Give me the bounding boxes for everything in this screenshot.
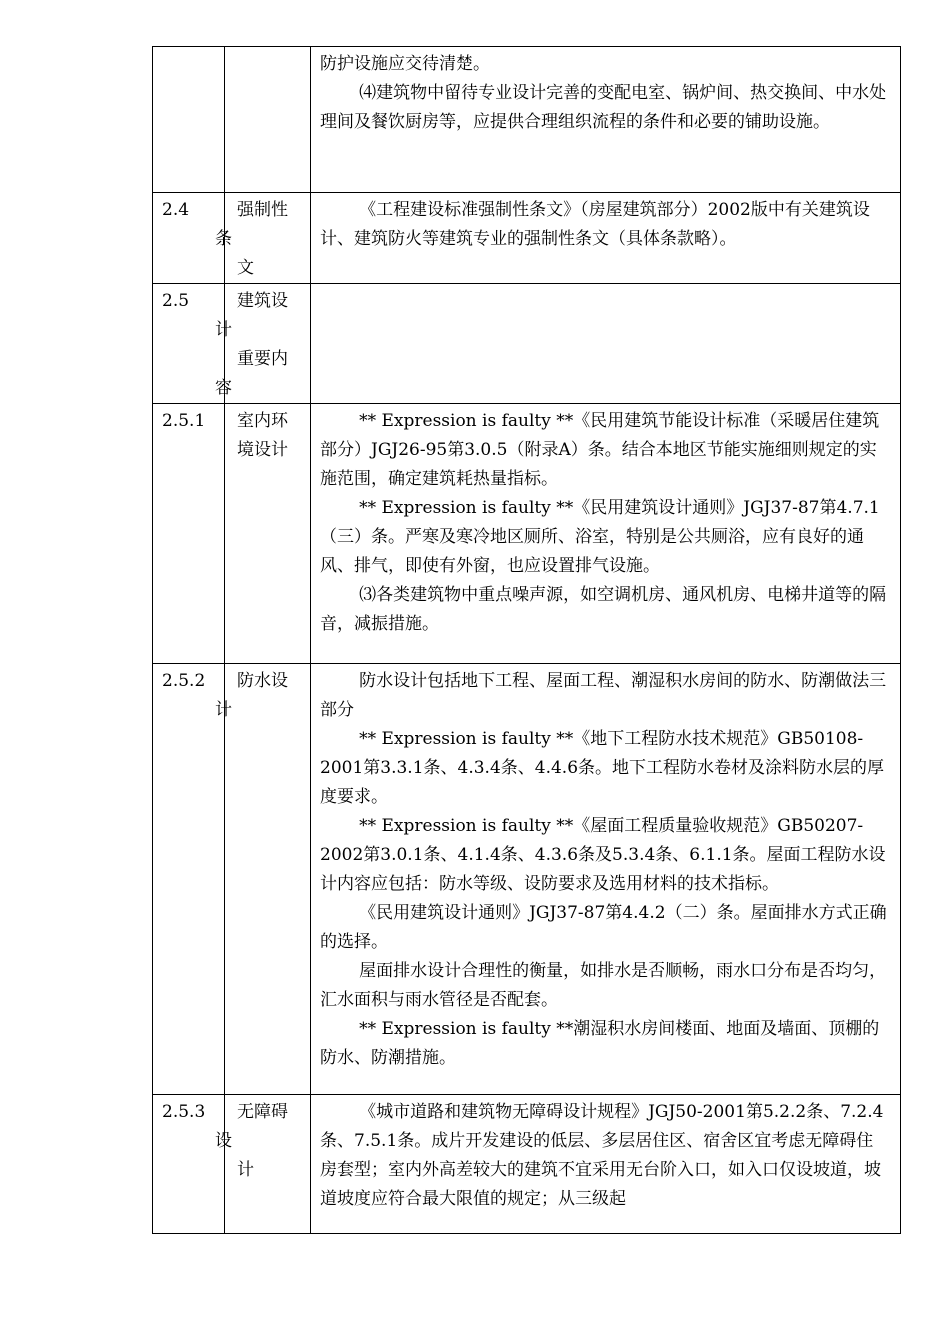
table-row <box>153 284 901 404</box>
row-number: 2.5.1 <box>153 404 225 664</box>
paragraph: 屋面排水设计合理性的衡量，如排水是否顺畅，雨水口分布是否均匀，汇水面积与雨水管径是否配套。 <box>320 961 887 1010</box>
name-line: 防水设 <box>237 671 288 691</box>
row-content <box>311 193 901 284</box>
row-name <box>215 1095 311 1234</box>
name-line: 强制性 <box>237 200 288 220</box>
row-name <box>225 47 311 193</box>
row-number <box>153 47 225 193</box>
row-content <box>311 284 901 404</box>
row-number: 2.5 <box>153 284 225 404</box>
paragraph: 《城市道路和建筑物无障碍设计规程》JGJ50-2001第5.2.2条、7.2.4条、7.5.1条。成片开发建设的低层、多层居住区、宿舍区宜考虑无障碍住房套型；室内外高差较大的建筑不宜采用无台阶入口，如入口仅设坡道，坡道坡度应符合最大限值的规定；从三级起 <box>320 1102 884 1209</box>
paragraph: 《民用建筑设计通则》JGJ37-87第4.4.2（二）条。屋面排水方式正确的选择。 <box>320 903 887 952</box>
table-row <box>153 47 901 193</box>
row-name <box>215 664 311 1095</box>
paragraph: ** Expression is faulty **《民用建筑节能设计标准（采暖居住建筑部分）JGJ26-95第3.0.5（附录A）条。结合本地区节能实施细则规定的实施范围，确定建筑耗热量指标。 <box>320 411 880 489</box>
name-line: 无障碍 <box>237 1102 288 1122</box>
name-line: 室内环 <box>237 411 288 431</box>
row-name <box>225 404 311 664</box>
table-row <box>153 664 901 1095</box>
paragraph: ⑷建筑物中留待专业设计完善的变配电室、锅炉间、热交换间、中水处理间及餐饮厨房等，应提供合理组织流程的条件和必要的铺助设施。 <box>320 83 887 132</box>
paragraph: 防护设施应交待清楚。 <box>320 54 490 74</box>
name-line: 条 <box>215 229 232 249</box>
paragraph: 《工程建设标准强制性条文》（房屋建筑部分）2002版中有关建筑设计、建筑防火等建筑专业的强制性条文（具体条款略）。 <box>320 200 870 249</box>
paragraph: ** Expression is faulty **《民用建筑设计通则》JGJ37-87第4.7.1（三）条。严寒及寒冷地区厕所、浴室，特别是公共厕浴，应有良好的通风、排气，即使有外窗，也应设置排气设施。 <box>320 498 880 576</box>
paragraph: 防水设计包括地下工程、屋面工程、潮湿积水房间的防水、防潮做法三部分 <box>320 671 887 720</box>
paragraph: ** Expression is faulty **《屋面工程质量验收规范》GB50207-2002第3.0.1条、4.1.4条、4.3.6条及5.3.4条、6.1.1条。屋面工程防水设计内容应包括：防水等级、设防要求及选用材料的技术指标。 <box>320 816 886 894</box>
paragraph: ⑶各类建筑物中重点噪声源，如空调机房、通风机房、电梯井道等的隔音，减振措施。 <box>320 585 887 634</box>
name-line: 计 <box>215 700 232 720</box>
row-number: 2.5.3 <box>153 1095 225 1234</box>
row-content <box>311 47 901 193</box>
row-content <box>311 404 901 664</box>
name-line: 境设计 <box>237 440 288 460</box>
name-line: 重要内 <box>237 349 288 369</box>
name-line: 容 <box>215 378 232 398</box>
row-number: 2.5.2 <box>153 664 225 1095</box>
row-content <box>311 664 901 1095</box>
name-line: 计 <box>237 1160 254 1180</box>
name-line: 计 <box>215 320 232 340</box>
table-row <box>153 193 901 284</box>
name-line: 建筑设 <box>237 291 288 311</box>
paragraph: ** Expression is faulty **《地下工程防水技术规范》GB50108-2001第3.3.1条、4.3.4条、4.4.6条。地下工程防水卷材及涂料防水层的厚度要求。 <box>320 729 885 807</box>
paragraph: ** Expression is faulty **潮湿积水房间楼面、地面及墙面、顶棚的防水、防潮措施。 <box>320 1019 880 1068</box>
table-row <box>153 404 901 664</box>
row-number: 2.4 <box>153 193 225 284</box>
name-line: 文 <box>237 258 254 278</box>
row-name <box>215 193 311 284</box>
row-content <box>311 1095 901 1234</box>
name-line: 设 <box>215 1131 232 1151</box>
row-name <box>215 284 311 404</box>
spec-table <box>152 46 901 1234</box>
table-row <box>153 1095 901 1234</box>
